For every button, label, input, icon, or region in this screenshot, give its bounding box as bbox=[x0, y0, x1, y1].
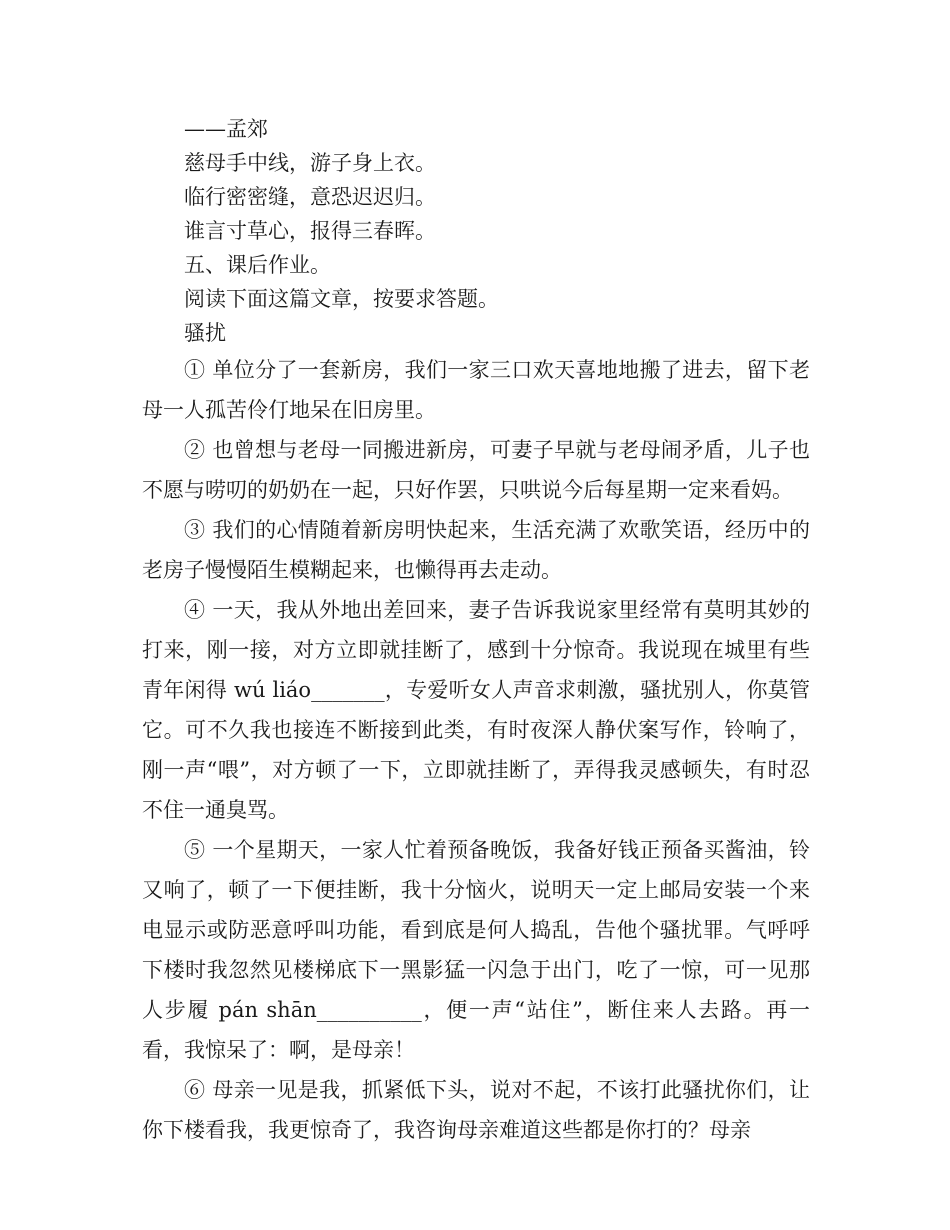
article-paragraph-5: ⑤ 一个星期天，一家人忙着预备晚饭，我备好钱正预备买酱油，铃又响了，顿了一下便挂断，我十分恼火，说明天一定上邮局安装一个来电显示或防恶意呼叫功能，看到底是何人捣乱，告他个骚扰罪。气呼呼下楼时我忽然见楼梯底下一黑影猛一闪急于出门，吃了一惊，可一见那人步履 pán shān__________，便一声“站住”，断住来人去路。再一看，我惊呆了：啊，是母亲！ bbox=[142, 838, 810, 1062]
poem-author: ——孟郊 bbox=[184, 117, 268, 141]
poem-line-3: 谁言寸草心，报得三春晖。 bbox=[184, 219, 436, 243]
article-paragraph-6: ⑥ 母亲一见是我，抓紧低下头，说对不起，不该打此骚扰你们，让你下楼看我，我更惊奇了，我咨询母亲难道这些都是你打的？母亲 bbox=[142, 1078, 810, 1142]
article-paragraph-4: ④ 一天，我从外地出差回来，妻子告诉我说家里经常有莫明其妙的打来，刚一接，对方立即就挂断了，感到十分惊奇。我说现在城里有些青年闲得 wú liáo_______，专爱听女人声音求刺激，骚扰别人，你莫管它。可不久我也接连不断接到此类，有时夜深人静伏案写作，铃响了，刚一声“喂”，对方顿了一下，立即就挂断了，弄得我灵感顿失，有时忍不住一通臭骂。 bbox=[142, 598, 810, 822]
poem-line-2: 临行密密缝，意恐迟迟归。 bbox=[184, 185, 436, 209]
article-paragraph-3: ③ 我们的心情随着新房明快起来，生活充满了欢歌笑语，经历中的老房子慢慢陌生模糊起来，也懒得再去走动。 bbox=[142, 518, 810, 582]
poem-line-1: 慈母手中线，游子身上衣。 bbox=[184, 151, 436, 175]
reading-instruction: 阅读下面这篇文章，按要求答题。 bbox=[184, 287, 499, 311]
document-body bbox=[142, 112, 810, 1150]
article-paragraph-2: ② 也曾想与老母一同搬进新房，可妻子早就与老母闹矛盾，儿子也不愿与唠叨的奶奶在一起，只好作罢，只哄说今后每星期一定来看妈。 bbox=[142, 438, 810, 502]
article-paragraph-1: ① 单位分了一套新房，我们一家三口欢天喜地地搬了进去，留下老母一人孤苦伶仃地呆在旧房里。 bbox=[142, 358, 810, 422]
section-heading-homework: 五、课后作业。 bbox=[184, 253, 331, 277]
article-title: 骚扰 bbox=[184, 321, 226, 345]
